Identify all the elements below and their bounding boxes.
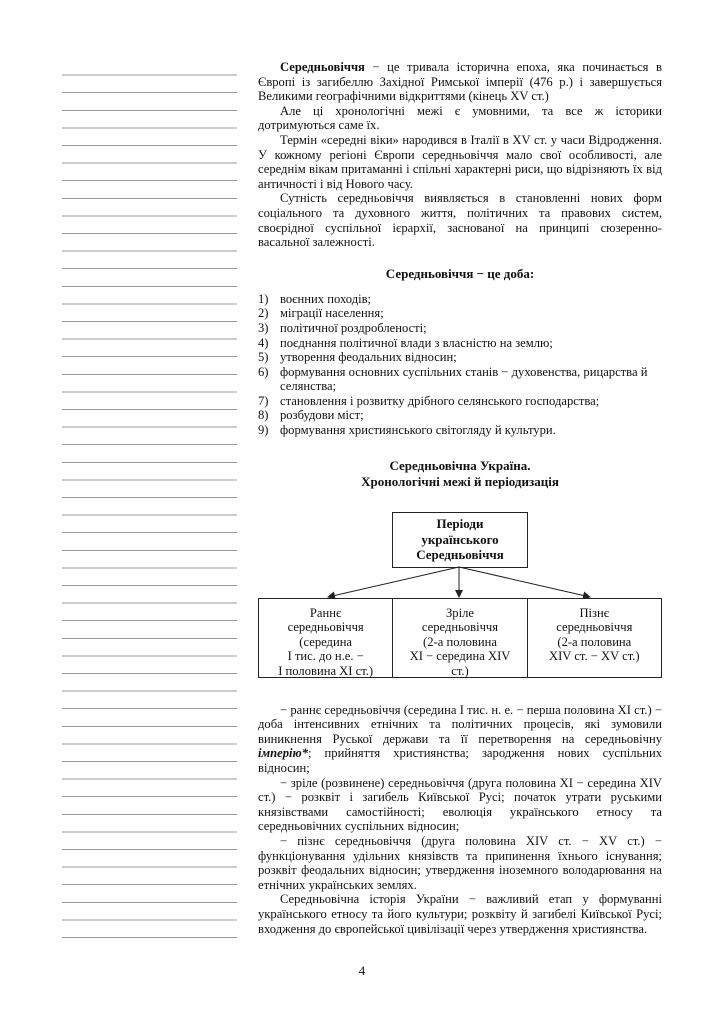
list-item-text: розбудови міст;	[280, 408, 364, 423]
list-item-number: 7)	[258, 393, 269, 408]
list-item	[258, 306, 662, 321]
list-item	[258, 394, 662, 409]
period-line: середньовіччя	[287, 620, 364, 635]
page-number: 4	[358, 963, 366, 978]
intro-paragraph-3: Термін «середні віки» народився в Італії в XV ст. у часи Відродження. У кожному регіоні Європи середньовіччя мало свої особливості, але середнім вікам притаманні і спільні характерні риси, що відрізняють їх від античності і від Нового часу.	[258, 132, 662, 191]
list-item-text: формування основних суспільних станів − духовенства, рицарства й селянства;	[280, 364, 648, 394]
page-content	[258, 60, 662, 936]
list-item-number: 5)	[258, 350, 269, 365]
list-item-text: міграції населення;	[280, 306, 384, 321]
detail-late: − пізнє середньовіччя (друга половина XIV ст. − XV ст.) − функціонування удільних князівств та припинення їхнього існування; розквіт феодальних відносин; утвердження іноземного володарювання на етнічних українських землях.	[258, 834, 662, 892]
period-late-box	[527, 599, 661, 677]
list-item-text: формування християнського світогляду й культури.	[280, 423, 556, 438]
list-item-text: становлення і розвитку дрібного селянського господарства;	[280, 393, 600, 408]
list-item-text: поєднання політичної влади з власністю на землю;	[280, 335, 553, 350]
list-item-number: 3)	[258, 320, 269, 335]
intro-paragraph-1-text: − це тривала історична епоха, яка починається в Європі із загибеллю Західної Римської імперії (476 р.) і завершується Великими географічними відкриттями (кінець XV ст.)	[258, 60, 662, 104]
period-early-box	[259, 599, 392, 677]
list-item	[258, 321, 662, 336]
period-line: I половина XI ст.)	[278, 664, 374, 679]
arrow-to-early	[328, 567, 459, 597]
detail-early	[258, 703, 662, 776]
detail-mature: − зріле (розвинене) середньовіччя (друга половина XI − середина XIV ст.) − розквіт і загибель Київської Русі; початок утрати руськими князівствами самостійності; еволюція українського етносу та середньовічних суспільних відносин;	[258, 775, 662, 834]
intro-paragraph-1	[258, 60, 662, 104]
arrow-to-late	[459, 567, 590, 597]
list-item-number: 9)	[258, 423, 269, 438]
period-line: середньовіччя	[556, 620, 633, 635]
period-mature-box	[392, 599, 526, 677]
list-item-number: 2)	[258, 306, 269, 321]
intro-paragraph-4: Сутність середньовіччя виявляється в становленні нових форм соціального та духовного життя, політичних та правових систем, своєрідної суспільної ієрархії, заснованої на принципі сюзеренно-васальної залежності.	[258, 191, 662, 250]
root-box-line: Періоди	[436, 516, 484, 532]
list-item	[258, 365, 662, 394]
period-line: Зріле	[446, 605, 474, 620]
list-item	[258, 292, 662, 307]
root-box-line: українського	[421, 531, 499, 547]
periods-row	[258, 598, 662, 678]
list-item	[258, 408, 662, 423]
note-lines	[62, 58, 237, 948]
era-feature-list	[258, 292, 662, 438]
detail-early-text-end: ; прийняття християнства; зародження нових суспільних відносин;	[258, 746, 662, 776]
list-item-number: 1)	[258, 291, 269, 306]
period-line: XI − середина XIV	[409, 649, 511, 664]
period-line: середньовіччя	[421, 620, 499, 635]
period-line: Пізнє	[579, 605, 610, 620]
list-item-text: утворення феодальних відносин;	[280, 350, 457, 365]
conclusion-paragraph: Середньовічна історія України − важливий етап у формуванні українського етносу та його культури; розквіту й загибелі Київської Русі; входження до європейської цивілізації через утвердження християнства.	[258, 892, 662, 936]
period-line: ст.)	[451, 664, 469, 679]
periods-root-box	[392, 512, 528, 568]
list-item-number: 6)	[258, 364, 269, 379]
list-item-number: 8)	[258, 408, 269, 423]
list-item-text: політичної роздробленості;	[280, 320, 427, 335]
list-item-text: воєнних походів;	[280, 291, 372, 306]
era-heading: Середньовіччя − це доба:	[385, 265, 535, 281]
detail-early-text: − раннє середньовіччя (середина I тис. н. е. − перша половина XI ст.) − доба інтенсивних етнічних та політичних процесів, які зумовили виникнення Руської держави та її перетворення на середньовічну	[258, 702, 662, 746]
intro-paragraph-2: Але ці хронологічні межі є умовними, та все ж історики дотримуються саме їх.	[258, 103, 662, 133]
root-box-line: Середньовіччя	[416, 547, 504, 563]
ukraine-heading-line-1: Середньовічна Україна.	[389, 457, 531, 473]
list-item	[258, 350, 662, 365]
list-item-number: 4)	[258, 335, 269, 350]
ukraine-heading-line-2: Хронологічні межі й періодизація	[361, 473, 559, 489]
list-item	[258, 423, 662, 438]
period-line: XIV ст. − XV ст.)	[549, 649, 640, 664]
period-line: I тис. до н.е. −	[287, 649, 364, 664]
periodization-diagram	[258, 498, 662, 703]
period-line: (2-а половина	[423, 634, 497, 649]
period-line: (середина	[299, 634, 353, 649]
period-line: (2-а половина	[557, 634, 632, 649]
list-item	[258, 336, 662, 351]
period-line: Раннє	[309, 605, 342, 620]
term-empire: імперію*	[258, 746, 309, 761]
term-middle-ages: Середньовіччя	[280, 60, 365, 74]
